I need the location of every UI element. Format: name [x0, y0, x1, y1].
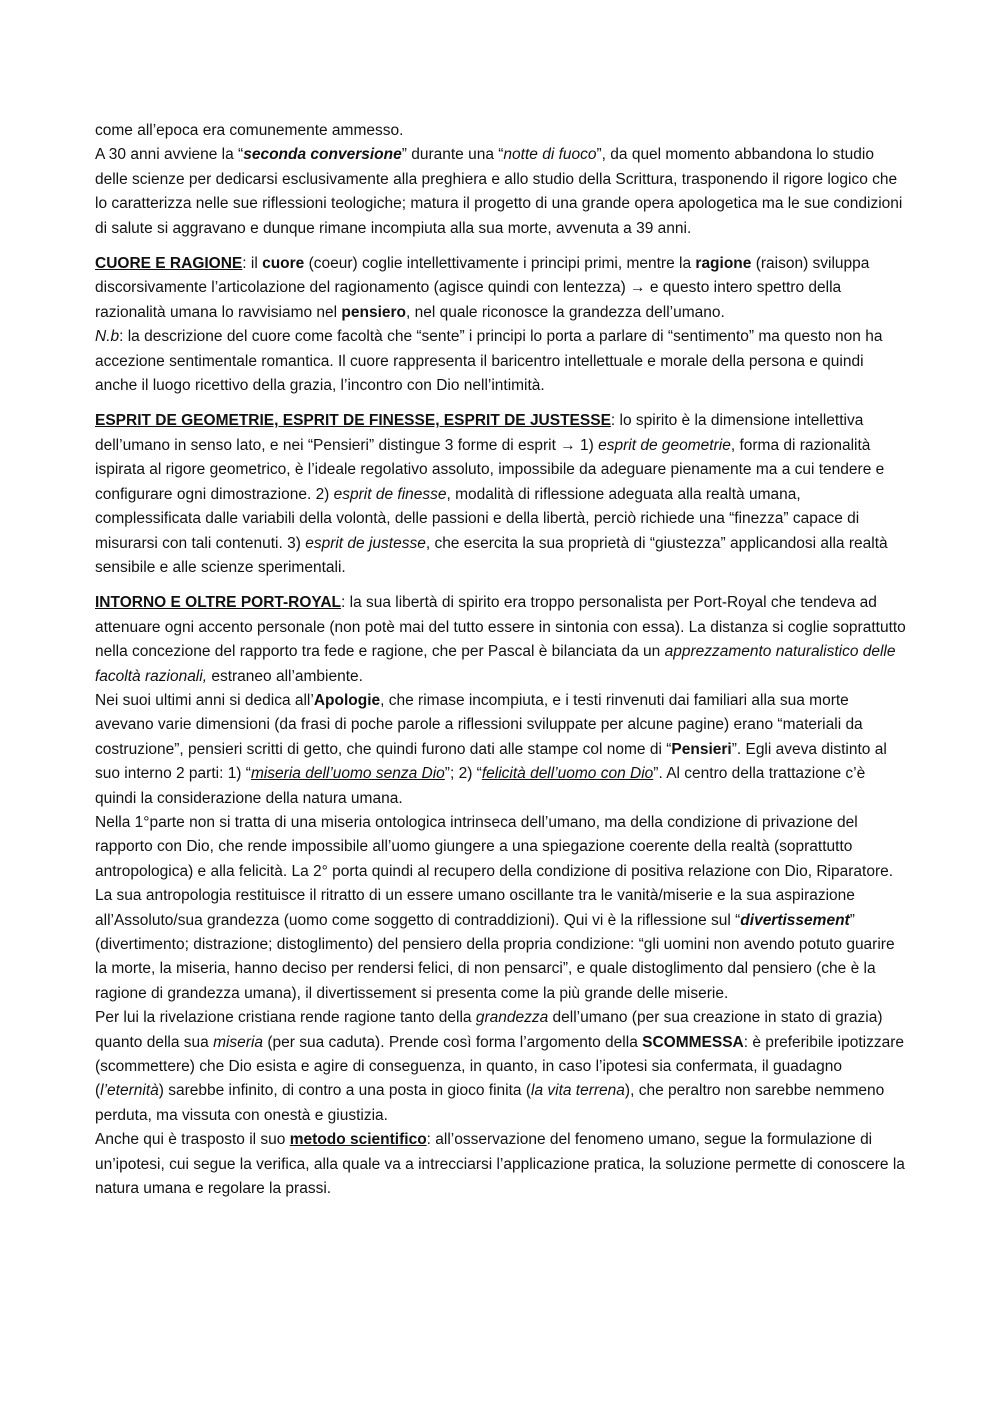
bold-underlined-term: metodo scientifico: [289, 1131, 427, 1149]
italic-term: la vita terrena: [531, 1082, 625, 1100]
italic-term: esprit de finesse: [333, 485, 447, 503]
arrow-icon: →: [560, 436, 576, 454]
arrow-icon: →: [630, 279, 646, 297]
section-cuore-ragione: [95, 252, 907, 398]
text-run: (coeur) coglie intellettivamente i principi primi, mentre la: [304, 255, 696, 273]
text-run: : la descrizione del cuore come facoltà che “sente” i principi lo porta a parlare di “sentimento” ma questo non ha accezione sentimentale romantica. Il cuore rappresenta il baricentro intellettuale e morale della persona e quindi anche il luogo ricettivo della grazia, l’incontro con Dio nell’intimità.: [95, 328, 883, 395]
text-run: ” durante una “: [401, 146, 504, 164]
section-port-royal: [95, 591, 907, 689]
text-run: 1): [575, 436, 599, 454]
text-run: Per lui la rivelazione cristiana rende ragione tanto della: [95, 1009, 476, 1027]
text-run: , forma di razionalità ispirata al rigore geometrico, è l’ideale regolativo assoluto, impossibile da adeguare pienamente ma a cui tendere e configurare ogni dimostrazione. 2): [95, 436, 885, 503]
text-run: ”. Egli aveva distinto al suo interno 2 parti: 1) “: [95, 740, 887, 783]
text-run: ”; 2) “: [444, 765, 482, 783]
text-run: : il: [242, 255, 263, 273]
text-run: : la sua libertà di spirito era troppo personalista per Port-Royal che tendeva ad attenuare ogni accento personale (non potè mai del tutto essere in sintonia con essa). La distanza si coglie soprattutto nella concezione del rapporto tra fede e ragione, che per Pascal è bilanciata da un: [95, 594, 906, 661]
section-heading: ESPRIT DE GEOMETRIE, ESPRIT DE FINESSE, ESPRIT DE JUSTESSE: [95, 412, 611, 430]
text-run: (raison) sviluppa discorsivamente l’articolazione del ragionamento (agisce quindi con lentezza): [95, 255, 870, 297]
paragraph-prima-parte: Nella 1°parte non si tratta di una miseria ontologica intrinseca dell’umano, ma della condizione di privazione del rapporto con Dio, che rende impossibile all’uomo giungere a una spiegazione coerente della realtà (soprattutto antropologica) e alla felicità. La 2° porta quindi al recupero della condizione di positiva relazione con Dio, Riparatore.: [95, 813, 894, 880]
text-run: Nei suoi ultimi anni si dedica all’: [95, 691, 314, 709]
text-run: , che esercita la sua proprietà di “giustezza” applicandosi alla realtà sensibile e alle scienze sperimentali.: [95, 534, 888, 576]
text-run: La sua antropologia restituisce il ritratto di un essere umano oscillante tra le vanità/miserie e la sua aspirazione all’Assoluto/sua grandezza (uomo come soggetto di contraddizioni). Qui vi è la riflessione sul “: [95, 887, 855, 929]
text-run: ” (divertimento; distrazione; distoglimento) del pensiero della propria condizione: “gli uomini non avendo potuto guarire la morte, la miseria, hanno deciso per rendersi felici, di non pensarci”, e quale distoglimento dal pensiero (che è la ragione di grandezza umana), il divertissement si presenta come la più grande delle miserie.: [95, 911, 895, 1002]
text-run: , nel quale riconosce la grandezza dell’umano.: [406, 303, 725, 321]
bold-term: Apologie: [313, 691, 381, 709]
italic-term: notte di fuoco: [503, 146, 597, 164]
text-run: e questo intero spettro della razionalità umana lo ravvisiamo nel: [95, 279, 842, 321]
text-run: ”. Al centro della trattazione c’è quindi la considerazione della natura umana.: [95, 765, 866, 807]
italic-term: esprit de geometrie: [598, 436, 731, 454]
underlined-italic-term: felicità dell’uomo con Dio: [481, 765, 654, 783]
italic-term: esprit de justesse: [305, 534, 426, 552]
page-body: [95, 119, 907, 1201]
section-heading: INTORNO E OLTRE PORT-ROYAL: [95, 594, 342, 612]
italic-term: grandezza: [475, 1009, 549, 1027]
text-run: A 30 anni avviene la “: [95, 146, 244, 164]
intro-line: come all’epoca era comunemente ammesso.: [95, 122, 404, 139]
paragraph-apologie: [95, 689, 907, 811]
paragraph-rivelazione: [95, 1006, 907, 1128]
nb-label: N.b: [95, 328, 120, 346]
text-run: : è preferibile ipotizzare (scommettere) che Dio esista e agire di conseguenza, in quanto, in caso l’ipotesi sia confermata, il guadagno (: [95, 1033, 904, 1100]
italic-term: l’eternità: [100, 1082, 159, 1100]
bold-italic-term: seconda conversione: [243, 146, 402, 164]
text-run: : lo spirito è la dimensione intellettiva dell’umano in senso lato, e nei “Pensieri” distingue 3 forme di esprit: [95, 412, 864, 454]
bold-term: SCOMMESSA: [642, 1033, 744, 1051]
text-run: estraneo all’ambiente.: [207, 667, 363, 685]
bold-italic-term: divertissement: [740, 911, 850, 929]
paragraph-antropologia: [95, 884, 907, 1006]
bold-term: Pensieri: [671, 740, 732, 758]
paragraph-metodo: [95, 1128, 907, 1201]
section-esprit: [95, 409, 907, 580]
text-run: ”, da quel momento abbandona lo studio delle scienze per dedicarsi esclusivamente alla preghiera e allo studio della Scrittura, trasponendo il rigore logico che lo caratterizza nelle sue riflessioni teologiche; matura il progetto di una grande opera apologetica ma le sue condizioni di salute si aggravano e dunque rimane incompiuta alla sua morte, avvenuta a 39 anni.: [95, 146, 903, 237]
text-run: (per sua caduta). Prende così forma l’argomento della: [263, 1033, 643, 1051]
section-heading: CUORE E RAGIONE: [95, 255, 243, 273]
bold-term: pensiero: [341, 303, 407, 321]
italic-term: miseria: [213, 1033, 264, 1051]
text-run: , modalità di riflessione adeguata alla realtà umana, complessificata dalle variabili della volontà, delle passioni e della libertà, perciò richiede una “finezza” capace di misurarsi con tali contenuti. 3): [95, 485, 860, 552]
bold-term: ragione: [695, 255, 752, 273]
underlined-italic-term: miseria dell’uomo senza Dio: [250, 765, 445, 783]
text-run: ) sarebbe infinito, di contro a una posta in gioco finita (: [158, 1082, 531, 1100]
text-run: dell’umano (per sua creazione in stato di grazia) quanto della sua: [95, 1009, 883, 1051]
bold-term: cuore: [262, 255, 305, 273]
text-run: , che rimase incompiuta, e i testi rinvenuti dai familiari alla sua morte avevano varie dimensioni (da frasi di poche parole a riflessioni sviluppate per alcune pagine) erano “materiali da costruzione”, pensieri scritti di getto, che quindi furono dati alle stampe col nome di “: [95, 691, 863, 758]
intro-paragraph: [95, 143, 907, 241]
text-run: : all’osservazione del fenomeno umano, segue la formulazione di un’ipotesi, cui segue la verifica, alla quale va a intrecciarsi l’applicazione pratica, la soluzione permette di conoscere la natura umana e regolare la prassi.: [95, 1131, 905, 1198]
text-run: ), che peraltro non sarebbe nemmeno perduta, ma vissuta con onestà e giustizia.: [95, 1082, 885, 1124]
italic-term: apprezzamento naturalistico delle facoltà razionali,: [95, 643, 896, 685]
text-run: Anche qui è trasposto il suo: [95, 1131, 290, 1149]
